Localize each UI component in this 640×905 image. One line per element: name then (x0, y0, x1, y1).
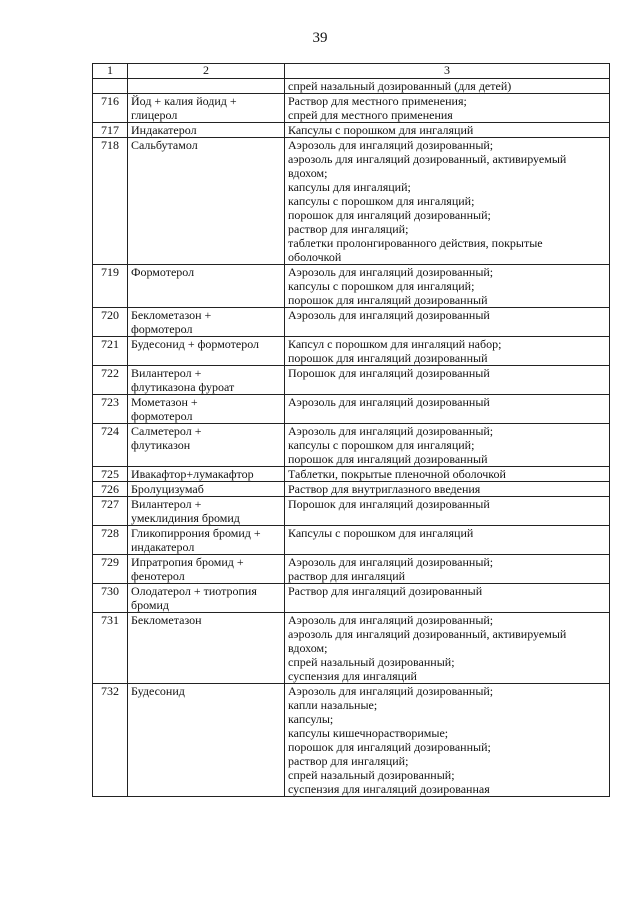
column-header-2: 2 (128, 64, 285, 79)
table-row (93, 497, 610, 526)
dosage-form-line: Капсулы с порошком для ингаляций (288, 526, 474, 540)
drug-name-line: Вилантерол + (131, 497, 202, 511)
drug-name-cell (128, 482, 285, 497)
dosage-form-line: спрей назальный дозированный; (288, 655, 455, 669)
drug-name-line: бромид (131, 598, 169, 612)
drug-name-line: фенотерол (131, 569, 185, 583)
dosage-forms-cell (285, 123, 610, 138)
drug-name-cell (128, 467, 285, 482)
dosage-form-line: порошок для ингаляций дозированный; (288, 740, 491, 754)
dosage-form-line: суспензия для ингаляций (288, 669, 417, 683)
dosage-forms-cell (285, 94, 610, 123)
table-header-row (93, 64, 610, 79)
drug-name-line: Сальбутамол (131, 138, 198, 152)
drug-name-line: умеклидиния бромид (131, 511, 240, 525)
dosage-form-line: капсулы с порошком для ингаляций; (288, 279, 475, 293)
table-row (93, 555, 610, 584)
drug-name-line: Салметерол + (131, 424, 202, 438)
row-number: 725 (93, 467, 128, 482)
dosage-form-line: Аэрозоль для ингаляций дозированный; (288, 613, 494, 627)
table-row (93, 123, 610, 138)
drug-name-cell (128, 123, 285, 138)
dosage-form-line: капли назальные; (288, 698, 378, 712)
dosage-form-line: вдохом; (288, 166, 328, 180)
drug-name-cell (128, 584, 285, 613)
drug-name-line: Олодатерол + тиотропия (131, 584, 257, 598)
dosage-form-line: Аэрозоль для ингаляций дозированный; (288, 138, 494, 152)
dosage-forms-cell (285, 497, 610, 526)
dosage-forms-cell (285, 265, 610, 308)
dosage-form-line: Раствор для местного применения; (288, 94, 467, 108)
row-number: 718 (93, 138, 128, 265)
drug-name-line: Индакатерол (131, 123, 197, 137)
dosage-form-line: таблетки пролонгированного действия, покрытые (288, 236, 543, 250)
drug-name-line: флутиказон (131, 438, 191, 452)
dosage-form-line: Аэрозоль для ингаляций дозированный; (288, 684, 494, 698)
drug-name-line: Гликопиррония бромид + (131, 526, 261, 540)
drug-name-cell (128, 138, 285, 265)
table-row (93, 482, 610, 497)
table-row (93, 138, 610, 265)
dosage-form-line: вдохом; (288, 641, 328, 655)
row-number: 731 (93, 613, 128, 684)
dosage-forms-cell (285, 613, 610, 684)
dosage-forms-cell (285, 526, 610, 555)
continuation-row (93, 79, 610, 94)
drug-table-body (93, 64, 610, 797)
dosage-form-line: раствор для ингаляций; (288, 222, 409, 236)
column-header-1: 1 (93, 64, 128, 79)
continuation-num-cell (93, 79, 128, 94)
dosage-form-line: Капсул с порошком для ингаляций набор; (288, 337, 502, 351)
drug-name-line: формотерол (131, 409, 193, 423)
drug-name-cell (128, 555, 285, 584)
dosage-form-line: порошок для ингаляций дозированный; (288, 208, 491, 222)
page-number: 39 (312, 30, 328, 46)
drug-name-cell (128, 526, 285, 555)
table-row (93, 366, 610, 395)
dosage-form-line: аэрозоль для ингаляций дозированный, активируемый (288, 627, 567, 641)
drug-name-cell (128, 497, 285, 526)
dosage-form-line: Аэрозоль для ингаляций дозированный; (288, 265, 494, 279)
dosage-form-line: раствор для ингаляций (288, 569, 406, 583)
dosage-form-line: Раствор для внутриглазного введения (288, 482, 481, 496)
row-number: 721 (93, 337, 128, 366)
row-number: 720 (93, 308, 128, 337)
row-number: 729 (93, 555, 128, 584)
dosage-form-line: Таблетки, покрытые пленочной оболочкой (288, 467, 506, 481)
dosage-form-line: Порошок для ингаляций дозированный (288, 497, 490, 511)
drug-name-cell (128, 684, 285, 797)
dosage-form-line: аэрозоль для ингаляций дозированный, активируемый (288, 152, 567, 166)
dosage-form-line: порошок для ингаляций дозированный (288, 293, 488, 307)
table-row (93, 337, 610, 366)
row-number: 728 (93, 526, 128, 555)
table-row (93, 424, 610, 467)
drug-name-line: индакатерол (131, 540, 195, 554)
dosage-form-line: капсулы кишечнорастворимые; (288, 726, 449, 740)
drug-name-cell (128, 366, 285, 395)
dosage-form-line: порошок для ингаляций дозированный (288, 452, 488, 466)
dosage-form-line: оболочкой (288, 250, 342, 264)
row-number: 730 (93, 584, 128, 613)
drug-table (92, 63, 610, 797)
dosage-forms-cell (285, 467, 610, 482)
drug-name-line: Формотерол (131, 265, 195, 279)
dosage-forms-cell (285, 308, 610, 337)
drug-name-line: Йод + калия йодид + (131, 94, 237, 108)
dosage-forms-cell (285, 138, 610, 265)
table-row (93, 584, 610, 613)
dosage-form-line: Аэрозоль для ингаляций дозированный (288, 395, 490, 409)
dosage-form-line: Аэрозоль для ингаляций дозированный; (288, 424, 494, 438)
drug-name-cell (128, 265, 285, 308)
row-number: 723 (93, 395, 128, 424)
dosage-form-line: Раствор для ингаляций дозированный (288, 584, 483, 598)
continuation-forms-cell: спрей назальный дозированный (для детей) (285, 79, 610, 94)
drug-name-line: Бролуцизумаб (131, 482, 204, 496)
drug-name-cell (128, 94, 285, 123)
dosage-form-line: Аэрозоль для ингаляций дозированный (288, 308, 490, 322)
drug-name-cell (128, 613, 285, 684)
drug-name-line: Ипратропия бромид + (131, 555, 244, 569)
dosage-form-line: Капсулы с порошком для ингаляций (288, 123, 474, 137)
drug-name-line: глицерол (131, 108, 178, 122)
dosage-forms-cell (285, 684, 610, 797)
dosage-form-line: капсулы с порошком для ингаляций; (288, 194, 475, 208)
drug-name-line: Будесонид + формотерол (131, 337, 260, 351)
drug-name-line: Вилантерол + (131, 366, 202, 380)
dosage-form-line: спрей для местного применения (288, 108, 453, 122)
table-row (93, 613, 610, 684)
row-number: 719 (93, 265, 128, 308)
row-number: 717 (93, 123, 128, 138)
row-number: 724 (93, 424, 128, 467)
dosage-forms-cell (285, 555, 610, 584)
drug-name-cell (128, 424, 285, 467)
dosage-forms-cell (285, 424, 610, 467)
drug-name-line: Будесонид (131, 684, 185, 698)
table-row (93, 395, 610, 424)
continuation-name-cell (128, 79, 285, 94)
drug-name-cell (128, 337, 285, 366)
dosage-form-line: капсулы; (288, 712, 334, 726)
row-number: 716 (93, 94, 128, 123)
drug-name-line: Беклометазон (131, 613, 202, 627)
table-row (93, 684, 610, 797)
drug-name-cell (128, 395, 285, 424)
table-row (93, 308, 610, 337)
drug-name-line: Мометазон + (131, 395, 198, 409)
row-number: 722 (93, 366, 128, 395)
drug-name-line: Ивакафтор+лумакафтор (131, 467, 254, 481)
dosage-form-line: спрей назальный дозированный; (288, 768, 455, 782)
table-row (93, 265, 610, 308)
row-number: 732 (93, 684, 128, 797)
drug-name-line: флутиказона фуроат (131, 380, 235, 394)
dosage-form-line: Порошок для ингаляций дозированный (288, 366, 490, 380)
table-row (93, 94, 610, 123)
dosage-form-line: порошок для ингаляций дозированный (288, 351, 488, 365)
column-header-3: 3 (285, 64, 610, 79)
dosage-forms-cell (285, 366, 610, 395)
dosage-form-line: капсулы с порошком для ингаляций; (288, 438, 475, 452)
dosage-forms-cell (285, 395, 610, 424)
drug-name-line: формотерол (131, 322, 193, 336)
row-number: 726 (93, 482, 128, 497)
dosage-forms-cell (285, 337, 610, 366)
dosage-forms-cell (285, 482, 610, 497)
table-row (93, 526, 610, 555)
dosage-form-line: раствор для ингаляций; (288, 754, 409, 768)
dosage-form-line: суспензия для ингаляций дозированная (288, 782, 490, 796)
drug-name-cell (128, 308, 285, 337)
dosage-form-line: капсулы для ингаляций; (288, 180, 411, 194)
dosage-forms-cell (285, 584, 610, 613)
table-row (93, 467, 610, 482)
row-number: 727 (93, 497, 128, 526)
drug-name-line: Беклометазон + (131, 308, 212, 322)
dosage-form-line: Аэрозоль для ингаляций дозированный; (288, 555, 494, 569)
